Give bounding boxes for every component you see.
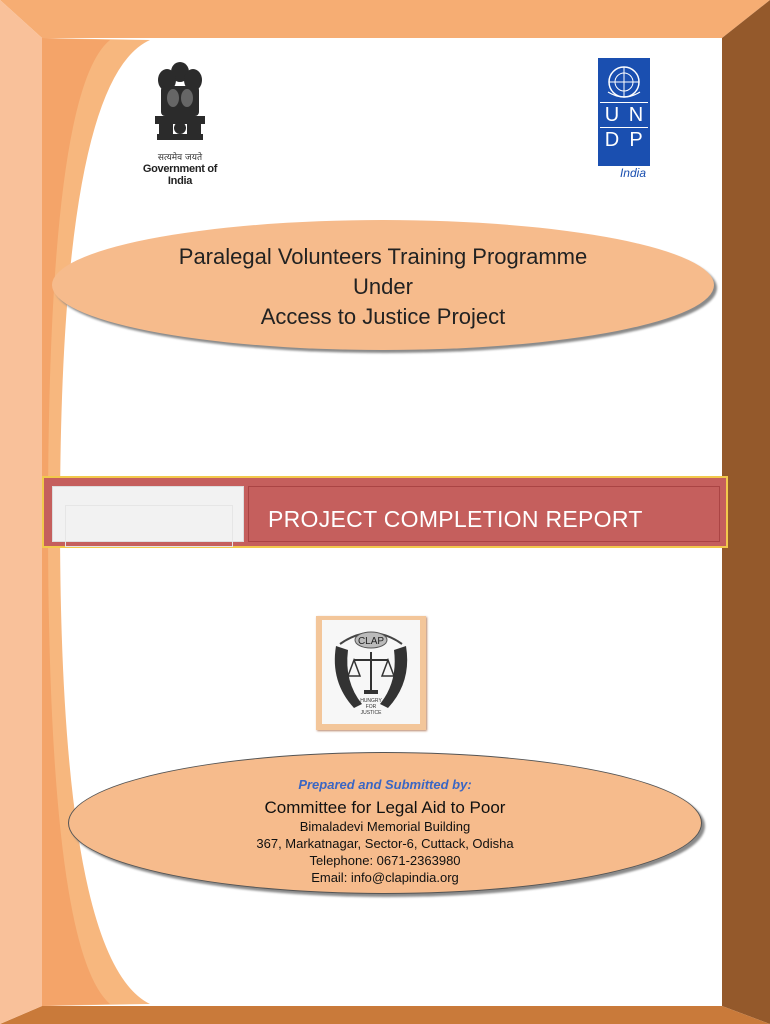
report-title: PROJECT COMPLETION REPORT: [268, 506, 643, 532]
clap-logo: [316, 616, 426, 730]
address-line-1: Bimaladevi Memorial Building: [299, 819, 471, 834]
undp-logo: [598, 58, 650, 178]
report-title-banner: [42, 476, 728, 548]
government-of-india-emblem: [130, 58, 230, 187]
clap-logo-text: FOR: [365, 704, 377, 710]
programme-title: [52, 220, 714, 350]
undp-letter: D: [600, 127, 624, 152]
telephone: Telephone: 0671-2363980: [309, 853, 461, 868]
title-line-1: Paralegal Volunteers Training Programme: [178, 244, 588, 269]
emblem-motto: सत्यमेव जयते: [157, 153, 203, 163]
ashoka-lion-icon: [145, 58, 215, 150]
banner-inset: [52, 486, 244, 542]
undp-letter: P: [624, 127, 648, 152]
prepared-label: Prepared and Submitted by:: [298, 777, 472, 792]
submitted-by-block: [68, 752, 702, 894]
un-globe-icon: [604, 62, 644, 102]
undp-letter: U: [600, 102, 624, 127]
address-line-2: 367, Markatnagar, Sector-6, Cuttack, Odisha: [256, 836, 514, 851]
email: Email: info@clapindia.org: [311, 870, 459, 885]
undp-letter: N: [624, 102, 648, 127]
clap-logo-text: CLAP: [357, 636, 385, 647]
clap-logo-text: JUSTICE: [360, 710, 382, 716]
clap-logo-text: HUNGRY: [360, 698, 382, 704]
undp-letters: [600, 102, 648, 152]
title-line-2: Under: [353, 274, 413, 299]
emblem-caption: Government of India: [142, 163, 218, 187]
organization-name: Committee for Legal Aid to Poor: [264, 798, 506, 817]
undp-country: India: [619, 166, 646, 180]
title-line-3: Access to Justice Project: [260, 304, 506, 329]
scales-of-justice-icon: [322, 620, 420, 724]
